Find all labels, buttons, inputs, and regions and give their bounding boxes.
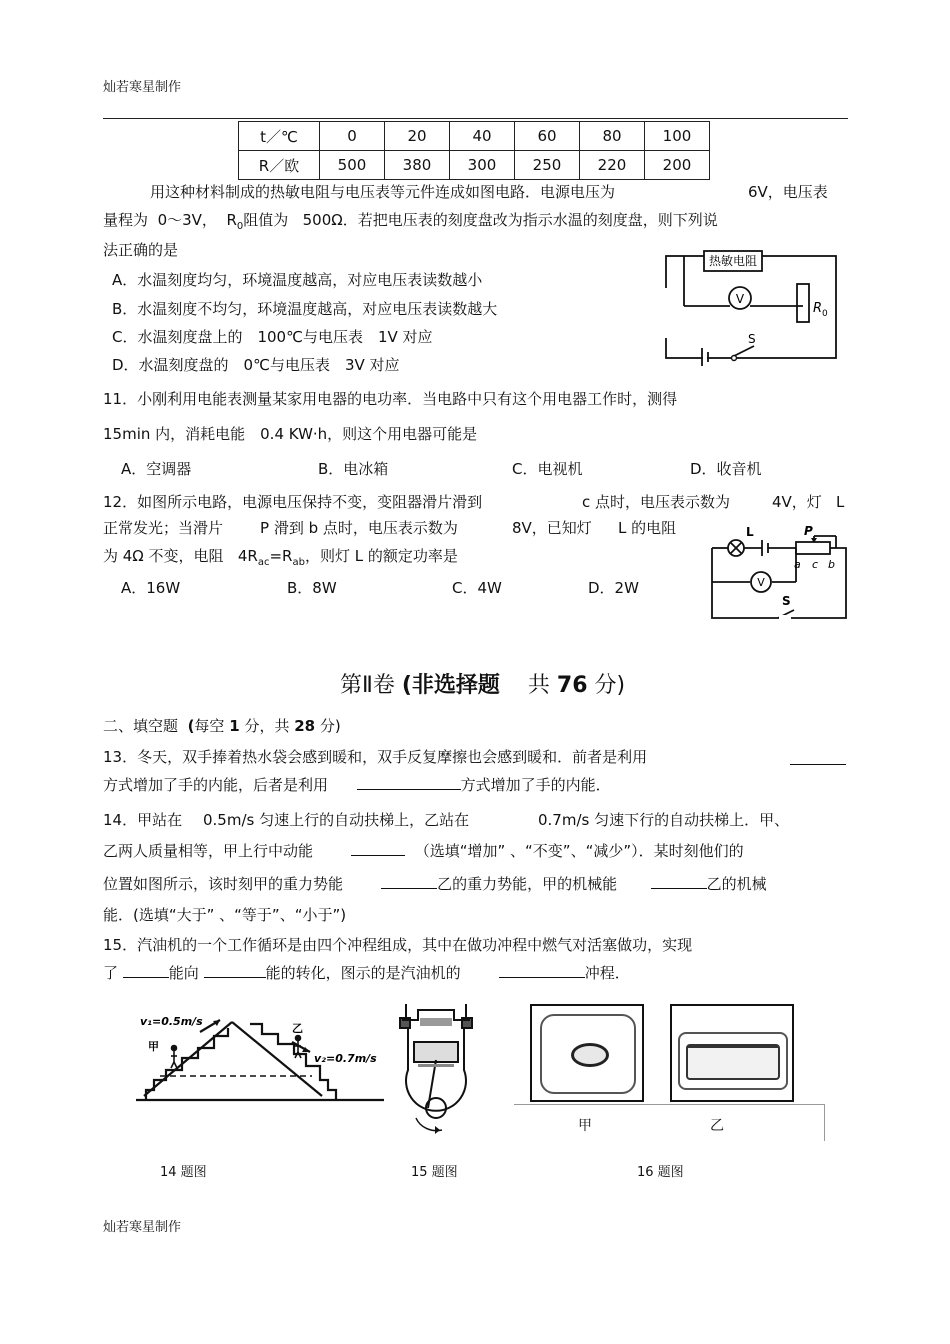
table-row	[239, 151, 710, 180]
q13-line2b: 方式增加了手的内能．	[460, 776, 611, 794]
fig16-switch-frame	[540, 1014, 636, 1094]
q15-blank-2	[204, 963, 266, 978]
q14-line2	[103, 841, 744, 861]
q15-line2b: 能向	[168, 964, 199, 982]
q12-line2a: 正常发光；当滑片	[103, 519, 224, 537]
q11-line1: 11．小刚利用电能表测量某家用电器的电功率．当电路中只有这个用电器工作时，测得	[103, 390, 678, 408]
q12-line1a: 12．如图所示电路，电源电压保持不变，变阻器滑片滑到	[103, 493, 483, 511]
q13-line2	[103, 775, 611, 795]
q12-line3d: ，则灯 L 的额定功率是	[304, 547, 458, 565]
section2-title-e: 分)	[594, 673, 626, 698]
table-cell: 220	[580, 151, 645, 180]
q12-line3c: =R	[269, 547, 293, 565]
fill-head-f: 28	[294, 717, 316, 735]
q12-line1c: 4V，灯	[772, 493, 822, 511]
q13-line1: 13．冬天，双手捧着热水袋会感到暖和，双手反复摩擦也会感到暖和．前者是利用	[103, 748, 648, 766]
q10-line1b: 6V，电压表	[748, 183, 828, 201]
q10-option-a: A．水温刻度均匀，环境温度越高，对应电压表读数越小	[112, 271, 483, 289]
q14-line1c: 0.7m/s 匀速下行的自动扶梯上．甲、	[538, 811, 790, 829]
q14-blank-2	[381, 874, 437, 889]
resistor-label: R	[813, 301, 823, 316]
q12-line3a: 为 4Ω 不变，电阻	[103, 547, 224, 565]
fill-head-c: 每空	[194, 717, 225, 735]
q15-line2c: 能的转化，图示的是汽油机的	[265, 964, 461, 982]
table-cell: t／℃	[239, 122, 320, 151]
fig15-caption: 15 题图	[411, 1165, 458, 1180]
fig16-caption: 16 题图	[637, 1165, 684, 1180]
fill-head-g: 分)	[319, 717, 341, 735]
fig16-rocker-button	[686, 1044, 780, 1080]
q12-line3	[103, 546, 458, 573]
q15-blank-3	[499, 963, 585, 978]
q10-option-b: B．水温刻度不均匀，环境温度越高，对应电压表读数越大	[112, 300, 498, 318]
switch-label: S	[782, 594, 791, 608]
q13-line2a: 方式增加了手的内能，后者是利用	[103, 776, 329, 794]
table-cell: 0	[320, 122, 385, 151]
q12-sub-ac: ac	[257, 557, 270, 568]
q10-line1a: 用这种材料制成的热敏电阻与电压表等元件连成如图电路．电源电压为	[150, 183, 616, 201]
fig14-v2-label: v₂=0.7m/s	[314, 1052, 377, 1065]
q12-option-b: B．8W	[287, 579, 337, 597]
q13-blank-1	[790, 750, 846, 765]
fill-head-e: 分，共	[244, 717, 290, 735]
fig14-escalator-diagram	[136, 1010, 386, 1110]
q14-blank-1	[351, 841, 405, 856]
table-cell: 60	[515, 122, 580, 151]
thermistor-label: 热敏电阻	[708, 254, 758, 268]
table-cell: 300	[450, 151, 515, 180]
q14-line3b: 乙的重力势能，甲的机械能	[437, 875, 618, 893]
fill-section-heading	[103, 716, 341, 736]
section2-title-d: 76	[556, 673, 588, 698]
table-cell: 250	[515, 151, 580, 180]
table-cell: 40	[450, 122, 515, 151]
q15-line2d: 冲程．	[584, 964, 630, 982]
fig14-v1-label: v₁=0.5m/s	[140, 1015, 203, 1028]
lamp-label: L	[746, 526, 754, 539]
fig16-container	[514, 1000, 830, 1150]
table-cell: 500	[320, 151, 385, 180]
q14-line4: 能．(选填“大于” 、“等于”、“小于”)	[103, 906, 347, 924]
point-c-label: c	[812, 558, 819, 571]
fill-head-a: 二、填空题	[103, 717, 179, 735]
table-cell: 200	[645, 151, 710, 180]
q14-blank-3	[651, 874, 707, 889]
resistor-sub: 0	[822, 309, 828, 319]
q11-line2: 15min 内，消耗电能 0.4 KW·h，则这个用电器可能是	[103, 425, 478, 443]
fig16-panel-jia	[530, 1004, 644, 1102]
section2-title-c: 共	[527, 673, 550, 698]
table-cell: R／欧	[239, 151, 320, 180]
header-watermark: 灿若寒星制作	[103, 80, 182, 95]
q11-option-c: C．电视机	[512, 460, 583, 478]
switch-label: S	[748, 332, 756, 346]
fill-head-b: (	[187, 717, 195, 735]
fig16-label-box	[514, 1104, 825, 1141]
q14-line3c: 乙的机械	[706, 875, 767, 893]
point-a-label: a	[794, 558, 801, 571]
q15-line2	[103, 963, 630, 983]
q10-r0-sub: 0	[236, 221, 244, 232]
q15-line1: 15．汽油机的一个工作循环是由四个冲程组成，其中在做功冲程中燃气对活塞做功，实现	[103, 936, 693, 954]
table-row	[239, 122, 710, 151]
q12-option-d: D．2W	[588, 579, 639, 597]
q12-option-a: A．16W	[121, 579, 181, 597]
q13-blank-2	[357, 775, 461, 790]
section2-title-a: 第Ⅱ卷	[340, 673, 395, 698]
q10-option-c: C．水温刻度盘上的 100℃与电压表 1V 对应	[112, 328, 433, 346]
q12-line2c: 8V，已知灯	[512, 519, 592, 537]
fig14-jia-label: 甲	[148, 1040, 159, 1053]
q10-line2a: 量程为	[103, 211, 149, 229]
q14-line3	[103, 874, 767, 894]
q11-option-b: B．电冰箱	[318, 460, 389, 478]
q12-line2b: P 滑到 b 点时，电压表示数为	[260, 519, 458, 537]
footer-watermark: 灿若寒星制作	[103, 1220, 182, 1235]
q14-line1a: 14．甲站在	[103, 811, 183, 829]
q10-line2b: 0～3V，	[157, 211, 217, 229]
fig14-yi-label: 乙	[292, 1022, 303, 1035]
table-cell: 380	[385, 151, 450, 180]
slider-label: P	[804, 526, 813, 538]
fig16-label-yi: 乙	[710, 1118, 724, 1134]
fig14-caption: 14 题图	[160, 1165, 207, 1180]
table-cell: 100	[645, 122, 710, 151]
section2-title-b: (非选择题	[401, 673, 500, 698]
q10-line2	[103, 210, 718, 237]
q12-option-c: C．4W	[452, 579, 502, 597]
fig16-panel-yi	[670, 1004, 794, 1102]
q14-line2a: 乙两人质量相等，甲上行中动能	[103, 842, 314, 860]
fill-head-d: 1	[229, 717, 240, 735]
q15-blank-1	[123, 963, 169, 978]
q10-line2e: 500Ω．若把电压表的刻度盘改为指示水温的刻度盘，则下列说	[302, 211, 718, 229]
q14-line1b: 0.5m/s 匀速上行的自动扶梯上，乙站在	[203, 811, 470, 829]
fig16-label-jia: 甲	[578, 1118, 592, 1134]
q14-line2b: （选填“增加” 、“不变”、“减少”）．某时刻他们的	[414, 842, 744, 860]
point-b-label: b	[828, 558, 835, 571]
q12-sub-ab: ab	[292, 557, 305, 568]
q12-line3b: 4R	[237, 547, 258, 565]
q12-circuit-diagram	[706, 526, 850, 626]
fig15-engine-diagram	[394, 998, 484, 1148]
table-cell: 20	[385, 122, 450, 151]
voltmeter-label: V	[757, 576, 765, 589]
header-rule	[103, 118, 848, 119]
q12-line1d: L	[836, 493, 845, 511]
q15-line2a: 了	[103, 964, 119, 982]
q10-line3: 法正确的是	[103, 241, 179, 259]
section2-title	[340, 672, 625, 700]
resistance-table	[238, 121, 710, 180]
voltmeter-label: V	[735, 292, 745, 306]
q12-line2d: L 的电阻	[618, 519, 677, 537]
q12-line1b: c 点时，电压表示数为	[582, 493, 731, 511]
q11-option-a: A．空调器	[121, 460, 192, 478]
q10-line2d: 阻值为	[243, 211, 289, 229]
fig16-round-button	[571, 1043, 609, 1067]
q10-r0: R	[226, 211, 237, 229]
fig16-rocker-frame	[678, 1032, 788, 1090]
q11-option-d: D．收音机	[690, 460, 762, 478]
q10-option-d: D．水温刻度盘的 0℃与电压表 3V 对应	[112, 356, 400, 374]
q14-line3a: 位置如图所示，该时刻甲的重力势能	[103, 875, 344, 893]
q10-circuit-diagram	[662, 248, 842, 368]
table-cell: 80	[580, 122, 645, 151]
